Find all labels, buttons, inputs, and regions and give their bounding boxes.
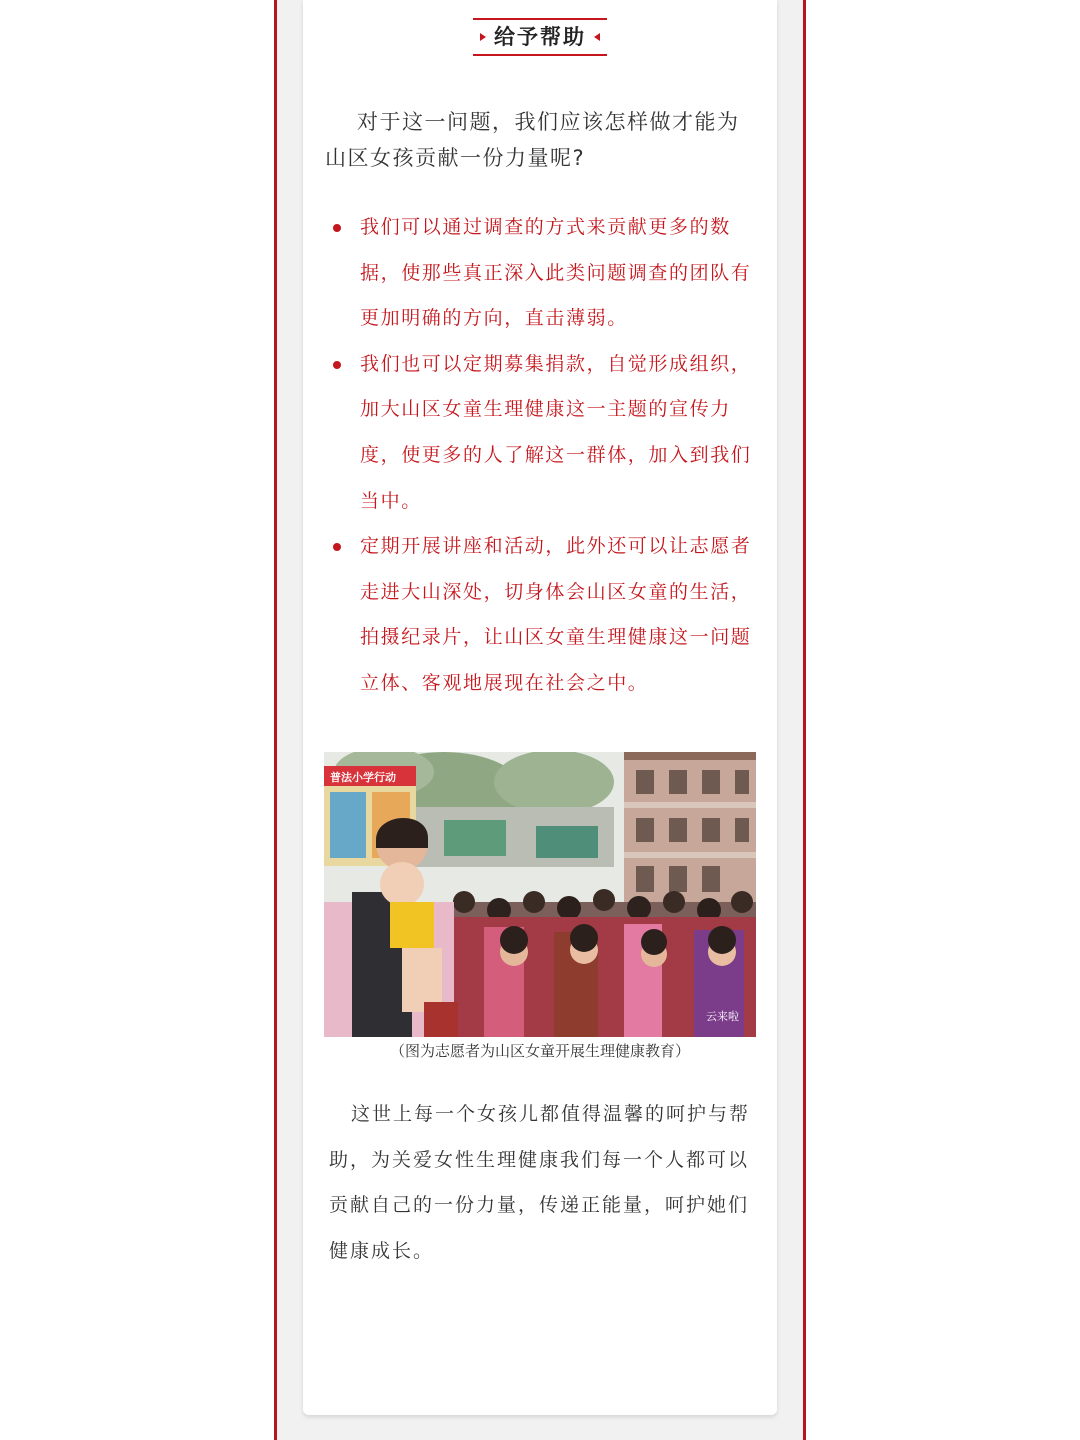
photo-illustration (324, 752, 756, 1037)
help-list (331, 205, 761, 707)
list-item-text: 定期开展讲座和活动，此外还可以让志愿者走进大山深处，切身体会山区女童的生活，拍摄纪录片，让山区女童生理健康这一问题立体、客观地展现在社会之中。 (360, 535, 752, 694)
photo-caption: （图为志愿者为山区女童开展生理健康教育） (389, 1042, 690, 1060)
article-card (303, 0, 777, 1415)
bullet-dot-icon (333, 224, 341, 232)
triangle-right-icon (480, 33, 486, 41)
intro-paragraph: 对于这一问题，我们应该怎样做才能为山区女孩贡献一份力量呢? (325, 110, 740, 170)
section-title (473, 18, 607, 56)
bullet-dot-icon (333, 361, 341, 369)
list-item-text: 我们也可以定期募集捐款，自觉形成组织，加大山区女童生理健康这一主题的宣传力度，使更多的人了解这一群体，加入到我们当中。 (360, 352, 752, 512)
triangle-left-icon (594, 33, 600, 41)
banner-text: 普法小学行动 (330, 771, 396, 784)
section-title-label: 给予帮助 (494, 24, 586, 49)
list-item (331, 205, 761, 342)
photo-watermark: 云来啦 (706, 1010, 739, 1023)
bullet-dot-icon (333, 543, 341, 551)
volunteer-photo (324, 752, 756, 1037)
list-item (331, 342, 761, 524)
closing-paragraph: 这世上每一个女孩儿都值得温馨的呵护与帮助，为关爱女性生理健康我们每一个人都可以贡献自己的一份力量，传递正能量，呵护她们健康成长。 (329, 1103, 751, 1262)
list-item-text: 我们可以通过调查的方式来贡献更多的数据，使那些真正深入此类问题调查的团队有更加明确的方向，直击薄弱。 (360, 216, 752, 330)
list-item (331, 524, 761, 706)
